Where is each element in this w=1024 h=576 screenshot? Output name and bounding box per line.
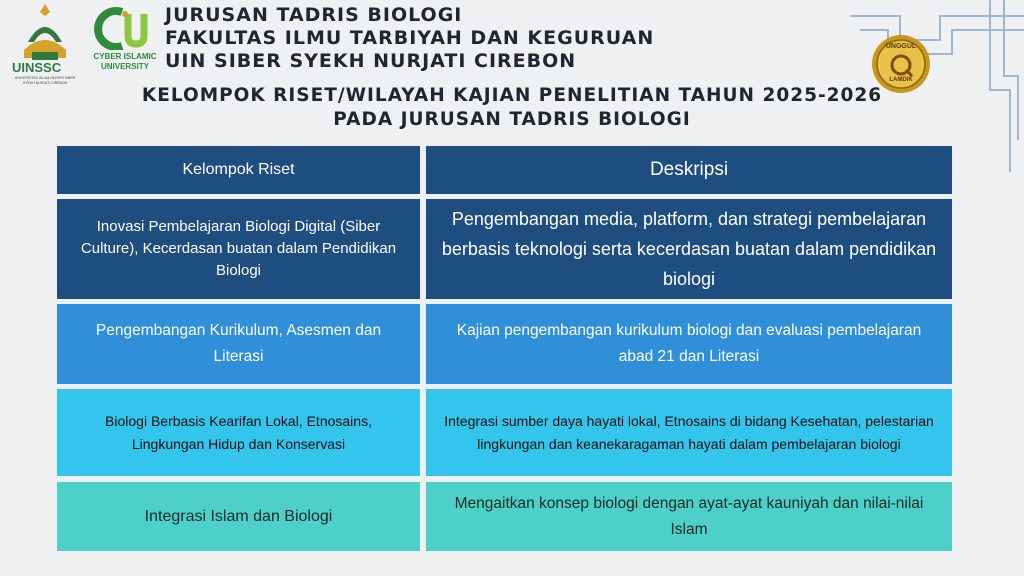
row3-group: Biologi Berbasis Kearifan Lokal, Etnosains, Lingkungan Hidup dan Konservasi [57,389,420,476]
faculty-name: FAKULTAS ILMU TARBIYAH DAN KEGURUAN [165,27,655,49]
header-research-group: Kelompok Riset [57,146,420,194]
university-name: UIN SIBER SYEKH NURJATI CIREBON [165,50,577,72]
department-name: JURUSAN TADRIS BIOLOGI [165,4,463,26]
page-title [0,84,1024,132]
row3-description: Integrasi sumber daya hayati lokal, Etnosains di bidang Kesehatan, pelestarian lingkungan dan keanekaragaman hayati dalam pembelajaran biologi [426,389,952,476]
row2-group: Pengembangan Kurikulum, Asesmen dan Literasi [57,304,420,384]
cyber-line1: CYBER ISLAMIC [93,52,157,61]
row1-group: Inovasi Pembelajaran Biologi Digital (Siber Culture), Kecerdasan buatan dalam Pendidikan Biologi [57,199,420,299]
header-description: Deskripsi [426,146,952,194]
title-line1: KELOMPOK RISET/WILAYAH KAJIAN PENELITIAN TAHUN 2025-2026 [141,85,883,106]
seal-subtext: LAMDIK [889,77,913,83]
seal-text: UNGGUL [885,43,917,50]
uinssc-logo [10,2,80,90]
institution-header [165,4,654,73]
cyber-line2: UNIVERSITY [100,62,149,71]
row1-description: Pengembangan media, platform, dan strategi pembelajaran berbasis teknologi serta kecerdasan buatan dalam pendidikan biologi [426,199,952,299]
row4-description: Mengaitkan konsep biologi dengan ayat-ayat kauniyah dan nilai-nilai Islam [426,482,952,551]
uinssc-subtext: UNIVERSITAS ISLAM NEGERI SIBER SYEKH NURJATI CIREBON [14,76,76,85]
row2-description: Kajian pengembangan kurikulum biologi dan evaluasi pembelajaran abad 21 dan Literasi [426,304,952,384]
title-line2: PADA JURUSAN TADRIS BIOLOGI [333,109,691,130]
uinssc-text: UINSSC [12,60,62,75]
row4-group: Integrasi Islam dan Biologi [57,482,420,551]
cyber-islamic-university-logo [92,6,158,78]
